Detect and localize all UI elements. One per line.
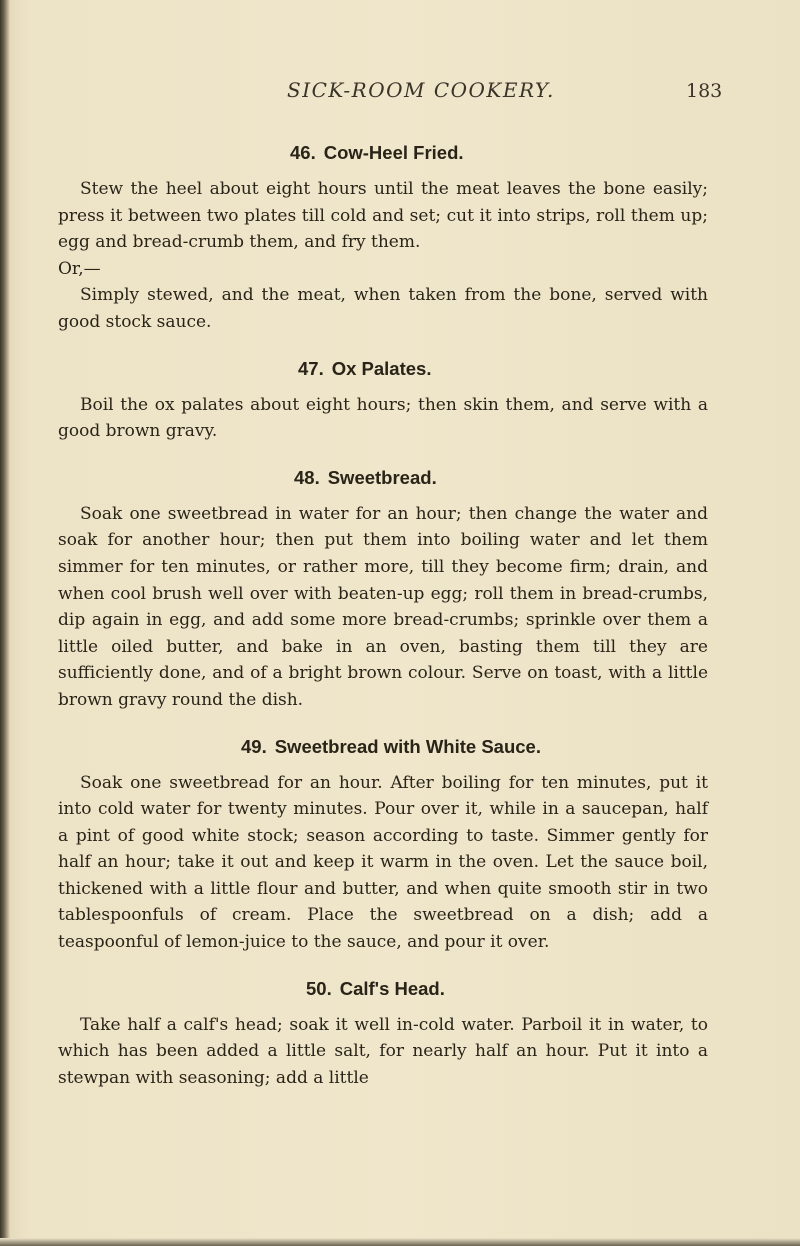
running-head-title: SICK-ROOM COOKERY. — [287, 78, 555, 102]
recipe-title — [58, 356, 708, 382]
recipe-paragraph: Boil the ox palates about eight hours; then skin them, and serve with a good brown gravy. — [58, 394, 708, 442]
recipe-title-text: Ox Palates. — [331, 357, 432, 379]
recipe-number: 47. — [298, 357, 324, 379]
recipe-title — [58, 465, 708, 491]
recipe-number: 46. — [290, 142, 316, 163]
recipe-49 — [58, 734, 708, 956]
page-number: 183 — [686, 80, 723, 102]
recipe-title-text: Sweetbread. — [327, 466, 437, 488]
recipe-paragraph: Soak one sweetbread in water for an hour; then change the water and soak for another hour; then put them into boiling water and let them simmer for ten minutes, or rather more, till they become firm; drain, and when cool brush well over with beaten-up egg; roll them in bread-crumbs, dip again in egg, and add some more bread-crumbs; sprinkle over them a little oiled butter, and bake in an oven, basting them till they are sufficiently done, and of a bright brown colour. Serve on toast, with a little brown gravy round the dish. — [58, 503, 708, 710]
recipe-title-text: Sweetbread with White Sauce. — [274, 735, 541, 757]
page-spine-shadow — [0, 0, 10, 1246]
recipe-number: 48. — [294, 466, 320, 488]
recipe-paragraph: Soak one sweetbread for an hour. After boiling for ten minutes, put it into cold water for twenty minutes. Pour over it, while in a saucepan, half a pint of good white stock; season according to taste. Simmer gently for half an hour; take it out and keep it warm in the oven. Let the sauce boil, thickened with a little flour and butter, and when quite smooth stir in two tablespoonfuls of cream. Place the sweetbread on a dish; add a teaspoonful of lemon-juice to the sauce, and pour it over. — [58, 772, 708, 953]
recipe-47 — [58, 356, 708, 445]
recipe-46 — [58, 140, 708, 336]
recipe-number: 50. — [306, 977, 332, 999]
recipe-title — [58, 976, 708, 1002]
recipe-title-text: Cow-Heel Fried. — [323, 142, 464, 163]
recipe-number: 49. — [241, 735, 267, 757]
recipe-title — [58, 140, 708, 166]
page-bottom-edge — [0, 1238, 800, 1246]
recipe-50 — [58, 976, 708, 1092]
page-content — [58, 140, 708, 1111]
recipe-title — [58, 734, 708, 760]
recipe-paragraph-or: Or,— — [58, 258, 101, 279]
recipe-paragraph: Take half a calf's head; soak it well in-cold water. Parboil it in water, to which has been added a little salt, for nearly half an hour. Put it into a stewpan with seasoning; add a little — [58, 1014, 708, 1088]
recipe-paragraph: Simply stewed, and the meat, when taken from the bone, served with good stock sauce. — [58, 285, 708, 332]
recipe-title-text: Calf's Head. — [339, 977, 445, 999]
recipe-48 — [58, 465, 708, 714]
running-head — [0, 78, 800, 108]
recipe-paragraph: Stew the heel about eight hours until the meat leaves the bone easily; press it between two plates till cold and set; cut it into strips, roll them up; egg and bread-crumb them, and fry them. — [58, 179, 708, 253]
